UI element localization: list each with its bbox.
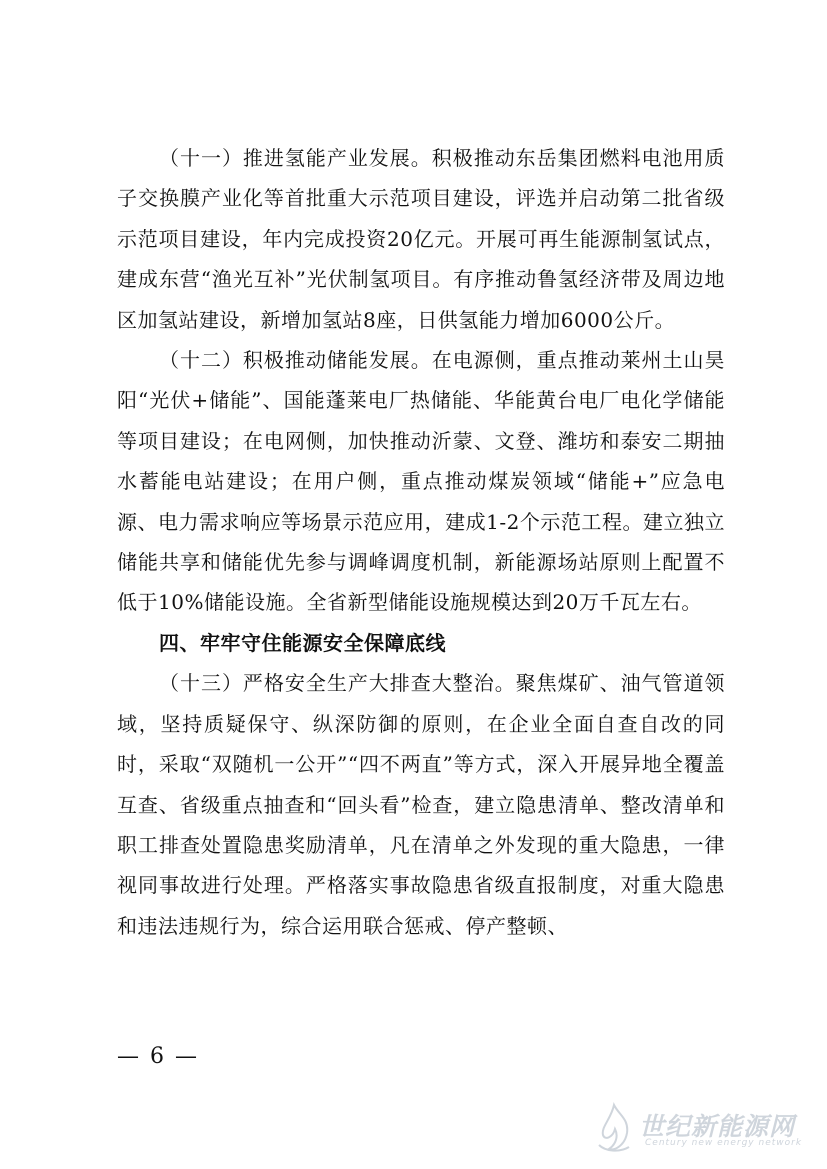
paragraph-13: （十三）严格安全生产大排查大整治。聚焦煤矿、油气管道领域，坚持质疑保守、纵深防御的原则，在企业全面自查自改的同时，采取“双随机一公开”“四不两直”等方式，深入开展异地全覆盖互查、省级重点抽查和“回头看”检查，建立隐患清单、整改清单和职工排查处置隐患奖励清单，凡在清单之外发现的重大隐患，一律视同事故进行处理。严格落实事故隐患省级直报制度，对重大隐患和违法违规行为，综合运用联合惩戒、停产整顿、 — [117, 671, 725, 938]
watermark — [589, 1101, 809, 1155]
watermark-text: 世纪新能源网 — [639, 1112, 796, 1141]
paragraph-11: （十一）推进氢能产业发展。积极推动东岳集团燃料电池用质子交换膜产业化等首批重大示范项目建设，评选并启动第二批省级示范项目建设，年内完成投资20亿元。开展可再生能源制氢试点，建成东营“渔光互补”光伏制氢项目。有序推动鲁氢经济带及周边地区加氢站建设，新增加氢站8座，日供氢能力增加6000公斤。 — [117, 146, 725, 332]
section-heading: 四、牢牢守住能源安全保障底线 — [159, 630, 446, 655]
document-body — [117, 138, 725, 946]
page-number: — 6 — — [117, 1044, 199, 1069]
watermark-subtext: Century new energy network — [645, 1138, 803, 1148]
flame-logo-icon — [589, 1101, 639, 1155]
paragraph-12: （十二）积极推动储能发展。在电源侧，重点推动莱州土山昊阳“光伏+储能”、国能蓬莱电厂热储能、华能黄台电厂电化学储能等项目建设；在电网侧，加快推动沂蒙、文登、潍坊和泰安二期抽水蓄能电站建设；在用户侧，重点推动煤炭领域“储能+”应急电源、电力需求响应等场景示范应用，建成1-2个示范工程。建立独立储能共享和储能优先参与调峰调度机制，新能源场站原则上配置不低于10%储能设施。全省新型储能设施规模达到20万千瓦左右。 — [117, 348, 725, 615]
